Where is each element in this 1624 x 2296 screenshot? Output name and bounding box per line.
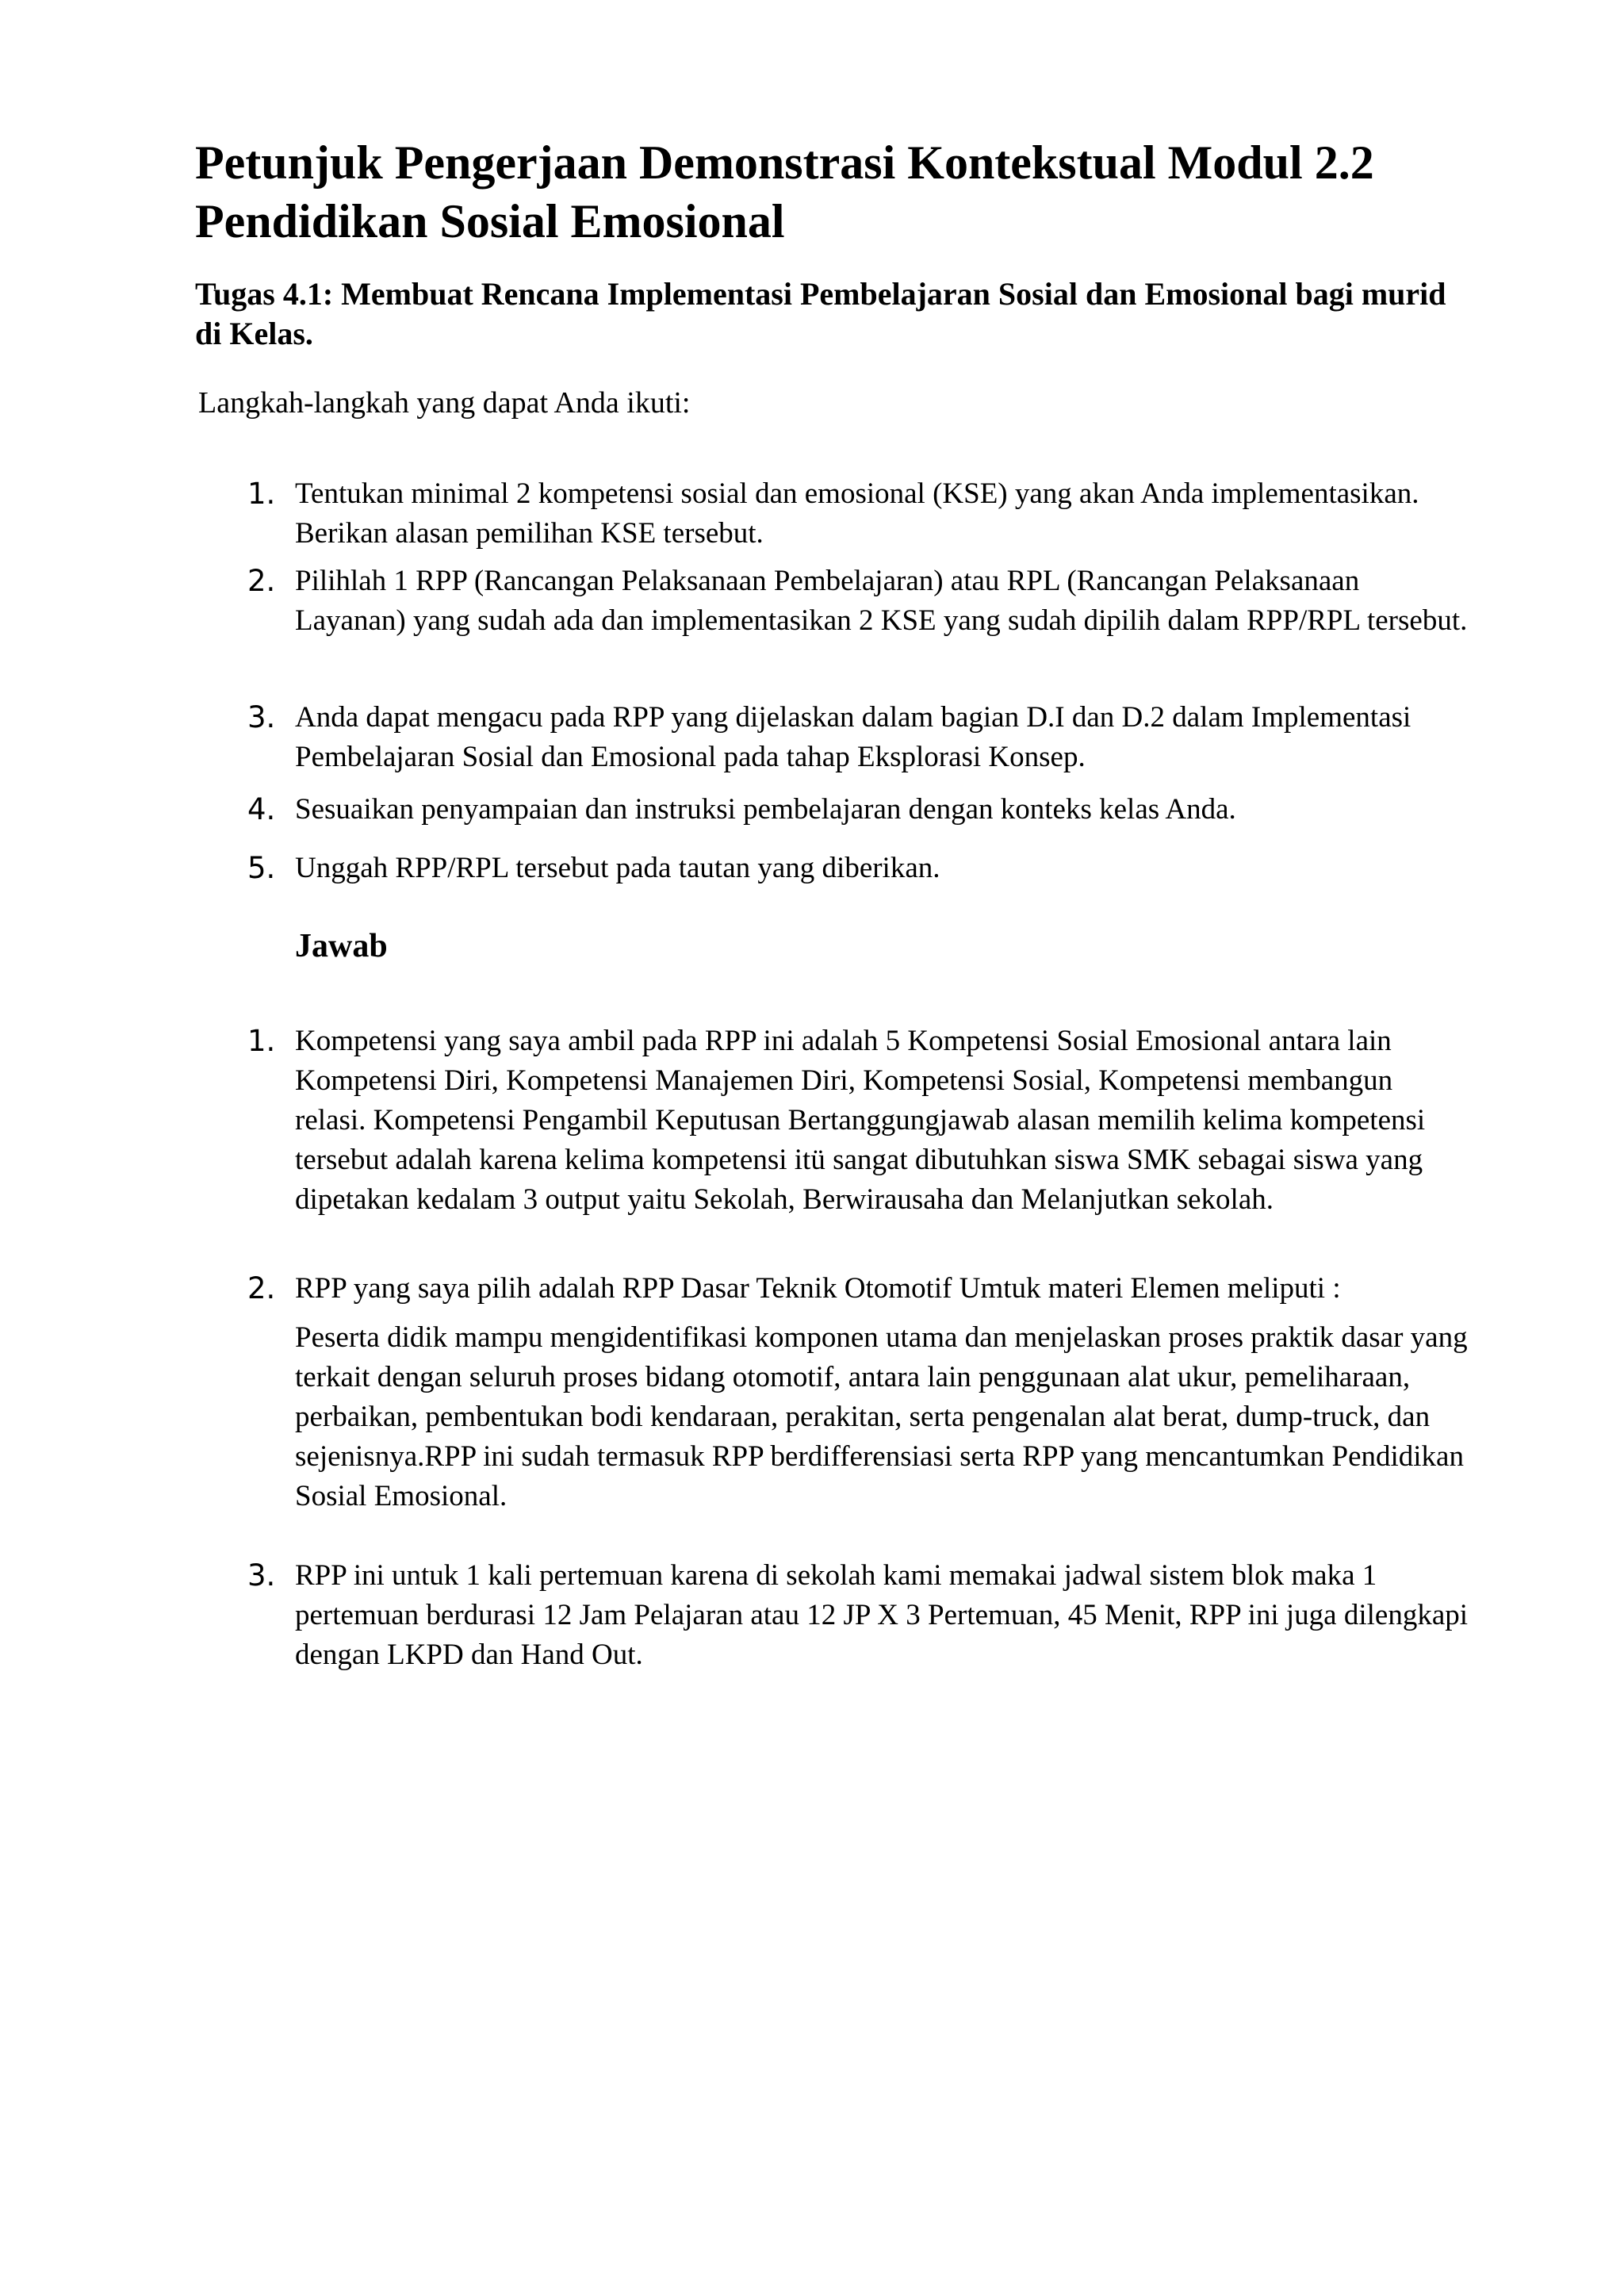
document-title: Petunjuk Pengerjaan Demonstrasi Kontekstual Modul 2.2 Pendidikan Sosial Emosional [195,136,1374,247]
answer-paragraph: Peserta didik mampu mengidentifikasi komponen utama dan menjelaskan proses praktik dasar yang terkait dengan seluruh proses bidang otomotif, antara lain penggunaan alat ukur, pemeliharaan, perbaikan, pembentukan bodi kendaraan, perakitan, serta pengenalan alat berat, dump-truck, dan sejenisnya.RPP ini sudah termasuk RPP berdifferensiasi serta RPP yang mencantumkan Pendidikan Sosial Emosional. [295,1321,1468,1512]
task-subtitle: Tugas 4.1: Membuat Rencana Implementasi Pembelajaran Sosial dan Emosional bagi murid di Kelas. [195,276,1446,351]
step-text: Anda dapat mengacu pada RPP yang dijelaskan dalam bagian D.I dan D.2 dalam Implementasi Pembelajaran Sosial dan Emosional pada tahap Eksplorasi Konsep. [295,701,1411,773]
step-text: Tentukan minimal 2 kompetensi sosial dan emosional (KSE) yang akan Anda implementasikan. Berikan alasan pemilihan KSE tersebut. [295,477,1419,550]
steps-intro: Langkah-langkah yang dapat Anda ikuti: [198,386,691,420]
step-text: Unggah RPP/RPL tersebut pada tautan yang diberikan. [295,852,940,884]
answer-text: RPP ini untuk 1 kali pertemuan karena di sekolah kami memakai jadwal sistem blok maka 1 pertemuan berdurasi 12 Jam Pelajaran atau 12 JP X 3 Pertemuan, 45 Menit, RPP ini juga dilengkapi dengan LKPD dan Hand Out. [295,1559,1469,1671]
answer-number: 2. [247,1271,276,1305]
answer-text: RPP yang saya pilih adalah RPP Dasar Teknik Otomotif Umtuk materi Elemen meliputi : [295,1272,1341,1305]
answer-number: 1. [247,1024,276,1058]
step-number: 4. [247,792,276,826]
answer-text: Kompetensi yang saya ambil pada RPP ini adalah 5 Kompetensi Sosial Emosional antara lain Kompetensi Diri, Kompetensi Manajemen Diri, Kompetensi Sosial, Kompetensi membangun relasi. Kompetensi Pengambil Keputusan Bertanggungjawab alasan memilih kelima kompetensi tersebut adalah karena kelima kompetensi itü sangat dibutuhkan siswa SMK sebagai siswa yang dipetakan kedalam 3 output yaitu Sekolah, Berwirausaha dan Melanjutkan sekolah. [295,1025,1426,1216]
answer-heading: Jawab [295,928,388,964]
step-number: 1. [247,477,276,511]
step-number: 3. [247,700,276,734]
step-number: 2. [247,564,276,598]
step-text: Pilihlah 1 RPP (Rancangan Pelaksanaan Pembelajaran) atau RPL (Rancangan Pelaksanaan Layanan) yang sudah ada dan implementasikan 2 KSE yang sudah dipilih dalam RPP/RPL tersebut. [295,565,1468,637]
step-text: Sesuaikan penyampaian dan instruksi pembelajaran dengan konteks kelas Anda. [295,793,1236,826]
step-number: 5. [247,851,276,885]
answer-number: 3. [247,1558,276,1593]
